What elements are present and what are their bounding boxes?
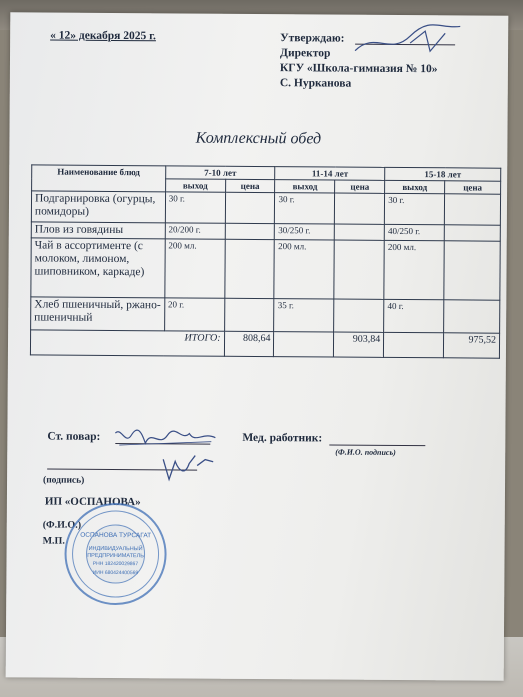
output-cell: 20 г. <box>164 298 224 331</box>
signature-hint: (подпись) <box>43 475 85 486</box>
output-cell: 20/200 г. <box>165 223 225 239</box>
dish-name: Чай в ассортименте (с молоком, лимоном, шиповником, каркаде) <box>31 238 165 298</box>
output-cell: 40/250 г. <box>384 224 444 240</box>
output-subheader: выход <box>385 180 445 193</box>
signature-mark <box>157 451 217 483</box>
menu-table <box>30 164 501 358</box>
price-cell <box>224 239 274 298</box>
output-cell: 200 мл. <box>165 239 225 298</box>
total-value: 808,64 <box>224 331 274 356</box>
price-cell <box>444 241 500 300</box>
dish-column-header: Наименование блюд <box>32 165 166 192</box>
output-cell: 200 мл. <box>384 240 444 299</box>
output-cell: 30/250 г. <box>275 224 335 240</box>
total-label: ИТОГО: <box>30 330 224 356</box>
price-subheader: цена <box>335 180 385 193</box>
document-title: Комплексный обед <box>195 129 322 148</box>
stamp-id1: РНН 182420029867 <box>92 560 139 568</box>
stamp-id2: ИИН 680424400569 <box>92 569 139 577</box>
document-date: « 12» декабря 2025 г. <box>50 29 157 43</box>
output-subheader: выход <box>165 179 225 192</box>
price-cell <box>334 240 384 299</box>
age-group-header: 7-10 лет <box>165 166 275 180</box>
stamp-line1: ИНДИВИДУАЛЬНЫЙ <box>88 545 143 553</box>
price-cell <box>444 194 500 225</box>
approval-label: Утверждаю: <box>280 32 345 45</box>
dish-name: Подгарнировка (огурцы, помидоры) <box>31 191 165 223</box>
price-subheader: цена <box>445 181 501 194</box>
table-row <box>31 191 500 225</box>
output-cell: 30 г. <box>385 193 445 224</box>
price-subheader: цена <box>225 179 275 192</box>
age-group-header: 15-18 лет <box>385 167 501 181</box>
price-cell <box>334 299 384 332</box>
dish-name: Плов из говядины <box>31 222 165 239</box>
fio-label: (Ф.И.О.) <box>42 519 82 531</box>
approval-organization: КГУ «Школа-гимназия № 10» <box>279 62 438 76</box>
medic-signature-line <box>329 445 425 447</box>
approval-person: С. Нурканова <box>279 77 352 90</box>
empty-cell <box>274 332 334 357</box>
price-cell <box>444 225 500 241</box>
head-cook-label: Ст. повар: <box>47 430 101 443</box>
company-stamp <box>62 501 169 608</box>
director-signature <box>350 21 470 62</box>
dish-name: Хлеб пшеничный, ржано-пшеничный <box>31 297 165 331</box>
document-page <box>6 12 509 680</box>
price-cell <box>335 193 385 224</box>
stamp-line2: ПРЕДПРИНИМАТЕЛЬ <box>87 552 144 560</box>
output-cell: 30 г. <box>275 193 335 224</box>
price-cell <box>225 192 275 223</box>
table-row <box>31 297 500 333</box>
price-cell <box>335 224 385 240</box>
empty-cell <box>384 332 444 357</box>
output-cell: 200 мл. <box>274 240 334 299</box>
price-cell <box>444 300 500 333</box>
entrepreneur-name: ИП «ОСПАНОВА» <box>44 495 141 509</box>
age-group-header: 11-14 лет <box>275 167 385 181</box>
medic-label: Мед. работник: <box>242 431 323 445</box>
total-value: 975,52 <box>443 333 499 358</box>
table-row <box>31 238 500 300</box>
output-cell: 30 г. <box>165 192 225 223</box>
stamp-name: ОСПАНОВА ТУРСАГАТ <box>80 531 152 540</box>
price-cell <box>225 223 275 239</box>
output-subheader: выход <box>275 180 335 193</box>
medic-hint: (Ф.И.О. подпись) <box>335 447 396 457</box>
total-value: 903,84 <box>334 332 384 357</box>
approval-position: Директор <box>280 47 331 60</box>
seal-place-label: М.П. <box>42 535 65 547</box>
price-cell <box>224 298 274 331</box>
output-cell: 40 г. <box>384 299 444 332</box>
total-row <box>30 330 499 358</box>
output-cell: 35 г. <box>274 299 334 332</box>
